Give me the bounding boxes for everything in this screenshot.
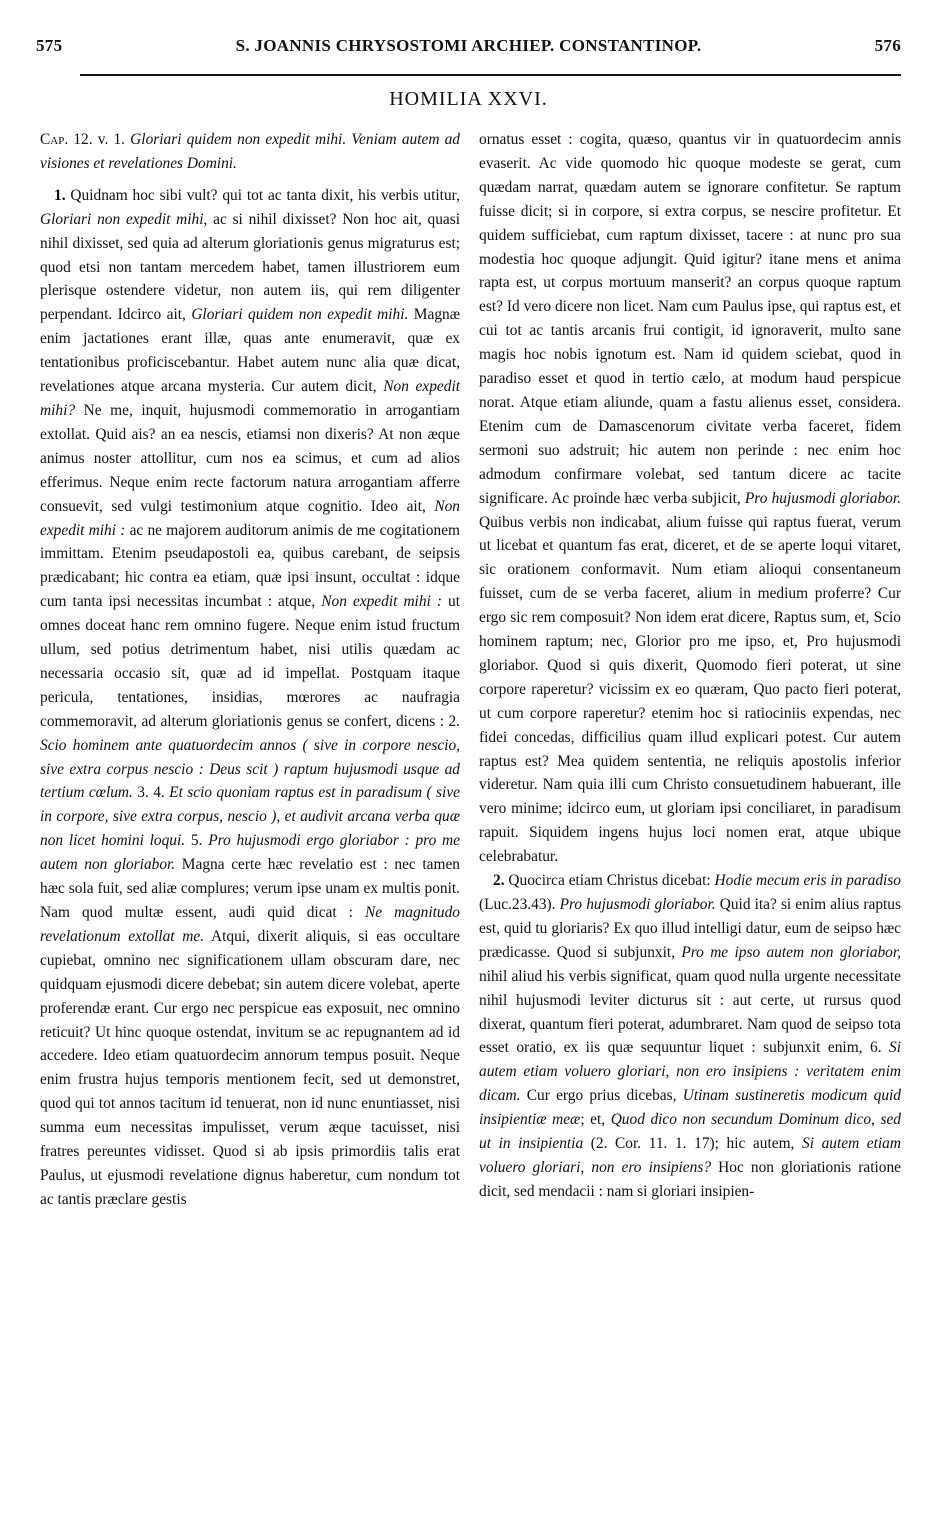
- text-run: Hoc non gloriationis ratione dicit, sed mendacii : nam si gloriari insipien-: [479, 1158, 901, 1200]
- cap-label: Cap.: [40, 131, 69, 148]
- quotation: Pro me ipso autem non gloriabor,: [681, 943, 901, 961]
- text-run: (2. Cor. 11. 1. 17); hic autem,: [583, 1135, 802, 1153]
- text-run: Cur ergo prius dicebas,: [520, 1087, 683, 1105]
- page-number-left: 575: [36, 36, 63, 55]
- right-column: [479, 128, 901, 1204]
- text-run: ornatus esset : cogita, quæso, quantus vir in quatuordecim annis evaserit. Ac vide quomodo hic quoque modeste se gerat, cum quædam narrat, quædam autem se ignorare confitetur. Se raptum fuisse dicit; si in corpore, si extra corpus, se nescire profitetur. Et quidem sufficiebat, cum raptum dixisset, tacere : at nunc pro sua modestia hoc quoque adjungit. Quid igitur? itane mens et anima rapta est, ut corpus mortuum manserit? an corpus quoque raptum est? Id vero dicere non licet. Nam cum Paulus ipse, qui raptus est, et cui tot ac tantis arcanis frui contigit, id ignoraverit, multo sane magis hoc nobis ignotum est. Nam id quidem sciebat, quod in paradiso esset et quod in tertio cælo, at modum haud perspicue norat. Atque etiam aliunde, quam a fastu alienus esset, considera. Etenim cum de Damascenorum civitate verba faceret, fidem sermoni suo adstruit; hic autem non perinde : nec enim hoc admodum confirmare volebat, sed tantum dicere ac tacite significare. Ac proinde hæc verba subjicit,: [479, 131, 901, 507]
- quotation: Si autem etiam voluero gloriari, non ero insipiens : veritatem enim dicam.: [479, 1039, 901, 1105]
- paragraph-2: [479, 869, 901, 1204]
- quotation: Non expedit mihi :: [321, 593, 442, 611]
- text-run: Ne me, inquit, hujusmodi commemoratio in arrogantiam extollat. Quid ais? an ea nescis, etiamsi non dixeris? At non æque animus noster attollitur, cum nos ea scimus, et cum ad alios efferimus. Neque enim recte factorum natura arrogantiam afferre consuevit, sed vulgi testimonium atque cognitio. Ideo ait,: [40, 401, 460, 515]
- homily-title: HOMILIA XXVI.: [389, 88, 548, 110]
- paragraph-1-continued: [479, 128, 901, 869]
- page-number-right: 576: [874, 36, 901, 55]
- header-rule: [80, 74, 901, 76]
- text-run: Quocirca etiam Christus dicebat:: [508, 872, 715, 890]
- text-run: Quidnam hoc sibi vult? qui tot ac tanta dixit, his verbis utitur,: [70, 186, 460, 204]
- text-run: Quibus verbis non indicabat, alium fuisse qui raptus fuerat, verum ut licebat et quantum fas erat, diceret, et de se aperte loqui vitaret, sic orationem conformavit. Num etiam alioqui consentaneum fuisset, cum de se verba faceret, alium in medium proferre? Cur ergo sic rem composuit? Non idem erat dicere, Raptus sum, et, Scio hominem raptum; nec, Glorior pro me ipso, et, Pro hujusmodi gloriabor. Quod si quis dixerit, Quomodo fieri poterat, ut sine corpore raperetur? vicissim ex eo quæram, Quo pacto fieri poterat, ut cum corpore raperetur? etenim hoc si ratiociniis expendas, nec fidei concedas, difficilius quam illud explicari potest. Cur autem raptus est? Mea quidem sententia, ne reliquis apostolis inferior videretur. Nam quia illi cum Christo consuetudinem habuerant, ille vero minime; idcirco eum, ut gloriam ipsi conciliaret, in paradisum rapuit. Siquidem ingens hujus loci nomen erat, atque ubique celebrabatur.: [479, 513, 901, 866]
- text-run: , ac si nihil dixisset? Non hoc ait, quasi nihil dixisset, sed quia ad alterum gloriationis genus migraturus est; quod etsi non tantam mercedem habet, tamen illustriorem eum plerisque ostendere videtur, non autem iis, qui rem diligenter perpendant. Idcirco ait,: [40, 210, 460, 324]
- cap-text: Gloriari quidem non expedit mihi. Veniam autem ad visiones et revelationes Domini.: [40, 131, 460, 172]
- paragraph-number: 1.: [54, 186, 71, 204]
- paragraph-1: [40, 184, 460, 1212]
- quotation: Scio hominem ante quatuordecim annos ( sive in corpore nescio, sive extra corpus nescio : Deus scit ) raptum hujusmodi usque ad tertium cœlum.: [40, 736, 460, 802]
- quotation: Si autem etiam voluero gloriari, non ero insipiens?: [479, 1135, 901, 1176]
- quotation: Non expedit mihi?: [40, 378, 460, 419]
- quotation: Hodie mecum eris in paradiso: [714, 872, 901, 890]
- text-run: Atqui, dixerit aliquis, si eas occultare cupiebat, omnino nec significationem ullam obscuram dare, nec quidquam ejusmodi dicere debebat; sin autem dicere volebat, aperte proferendæ erant. Cur ergo nec perspicue eas exposuit, nec omnino reticuit? Ut hinc quoque ostendat, invitum se ac repugnantem ad id accedere. Ideo etiam quatuordecim annorum tempus posuit. Neque enim frustra hujus temporis mentionem fecit, sed ut demonstret, quod qui tot annos tacitum id tenuerat, non id nunc enuntiasset, nisi summa eum necessitas impulisset, verum æque tacuisset, nisi fratres pereuntes vidisset. Quod si ab ipsis primordiis talis erat Paulus, ut ejusmodi revelatione dignus haberetur, cum nondum tot ac tantis præclare gestis: [40, 927, 461, 1208]
- text-run: 3. 4.: [132, 784, 170, 802]
- quotation: Non expedit mihi :: [40, 497, 460, 539]
- quotation: Pro hujusmodi gloriabor.: [559, 896, 716, 913]
- quotation: Pro hujusmodi gloriabor.: [744, 489, 901, 507]
- text-run: 5.: [185, 832, 209, 850]
- text-run: Magnæ enim jactationes erant illæ, quas ante enumeravit, quæ ex tentationibus proficiscebantur. Habet autem nunc alia quæ dicat, revelationes atque arcana mysteria. Cur autem dicit,: [40, 306, 460, 396]
- text-run: ; et,: [580, 1111, 611, 1129]
- running-title: S. JOANNIS CHRYSOSTOMI ARCHIEP. CONSTANTINOP.: [235, 36, 702, 55]
- text-run: (Luc.23.43).: [479, 896, 560, 913]
- text-run: Magna certe hæc revelatio est : nec tamen hæc sola fuit, sed aliæ complures; verum ipse unam ex multis ponit. Nam quod multæ essent, audi quid dicat :: [40, 856, 460, 921]
- text-run: Quid ita? si enim alius raptus est, quid tu gloriaris? Ex quo illud intelligi datur, eum de seipso hæc prædicasse. Quod si subjunxit,: [479, 896, 901, 961]
- text-run: nihil aliud his verbis significat, quam quod nulla urgente necessitate nihil hujusmodi leviter dicturus sit : aut certe, ut rursus quod dixerat, quantum fieri poterat, adumbraret. Nam quod de seipso tota esset oratio, ex iis quæ sequuntur liquet : subjunxit enim, 6.: [479, 967, 901, 1057]
- left-column: [40, 128, 460, 1212]
- paragraph-number: 2.: [493, 872, 509, 890]
- cap-ref: 12. v. 1.: [68, 131, 131, 148]
- quotation: Gloriari quidem non expedit mihi.: [191, 306, 409, 324]
- running-header: [36, 36, 901, 60]
- quotation: Ne magnitudo revelationum extollat me.: [40, 904, 460, 945]
- text-run: ut omnes doceat hanc rem omnino fugere. Neque enim istud fructum ullum, sed potius detrimentum habet, nisi utilis quædam ac necessaria occasio sit, quæ ad id impellat. Postquam itaque pericula, tentationes, insidias, mœrores ac naufragia commemoravit, ad alterum gloriationis genus se confert, dicens : 2.: [40, 593, 461, 730]
- quotation: Pro hujusmodi ergo gloriabor : pro me autem non gloriabor.: [40, 832, 461, 874]
- quotation: Quod dico non secundum Dominum dico, sed ut in insipientia: [479, 1111, 901, 1153]
- quotation: Gloriari non expedit mihi: [40, 210, 204, 228]
- quotation: Et scio quoniam raptus est in paradisum ( sive in corpore, sive extra corpus, nescio ), et audivit arcana verba quæ non licet homini loqui.: [40, 784, 460, 850]
- quotation: Utinam sustineretis modicum quid insipientiæ meæ: [479, 1087, 902, 1129]
- chapter-summary: [40, 128, 460, 176]
- text-run: ac ne majorem auditorum animis de me cogitationem immittam. Etenim pseudapostoli ea, quibus carebant, de seipsis prædicabant; hic contra ea etiam, quæ ipsi insunt, occultat : idque cum tanta ipsi necessitas incumbat : atque,: [40, 521, 461, 611]
